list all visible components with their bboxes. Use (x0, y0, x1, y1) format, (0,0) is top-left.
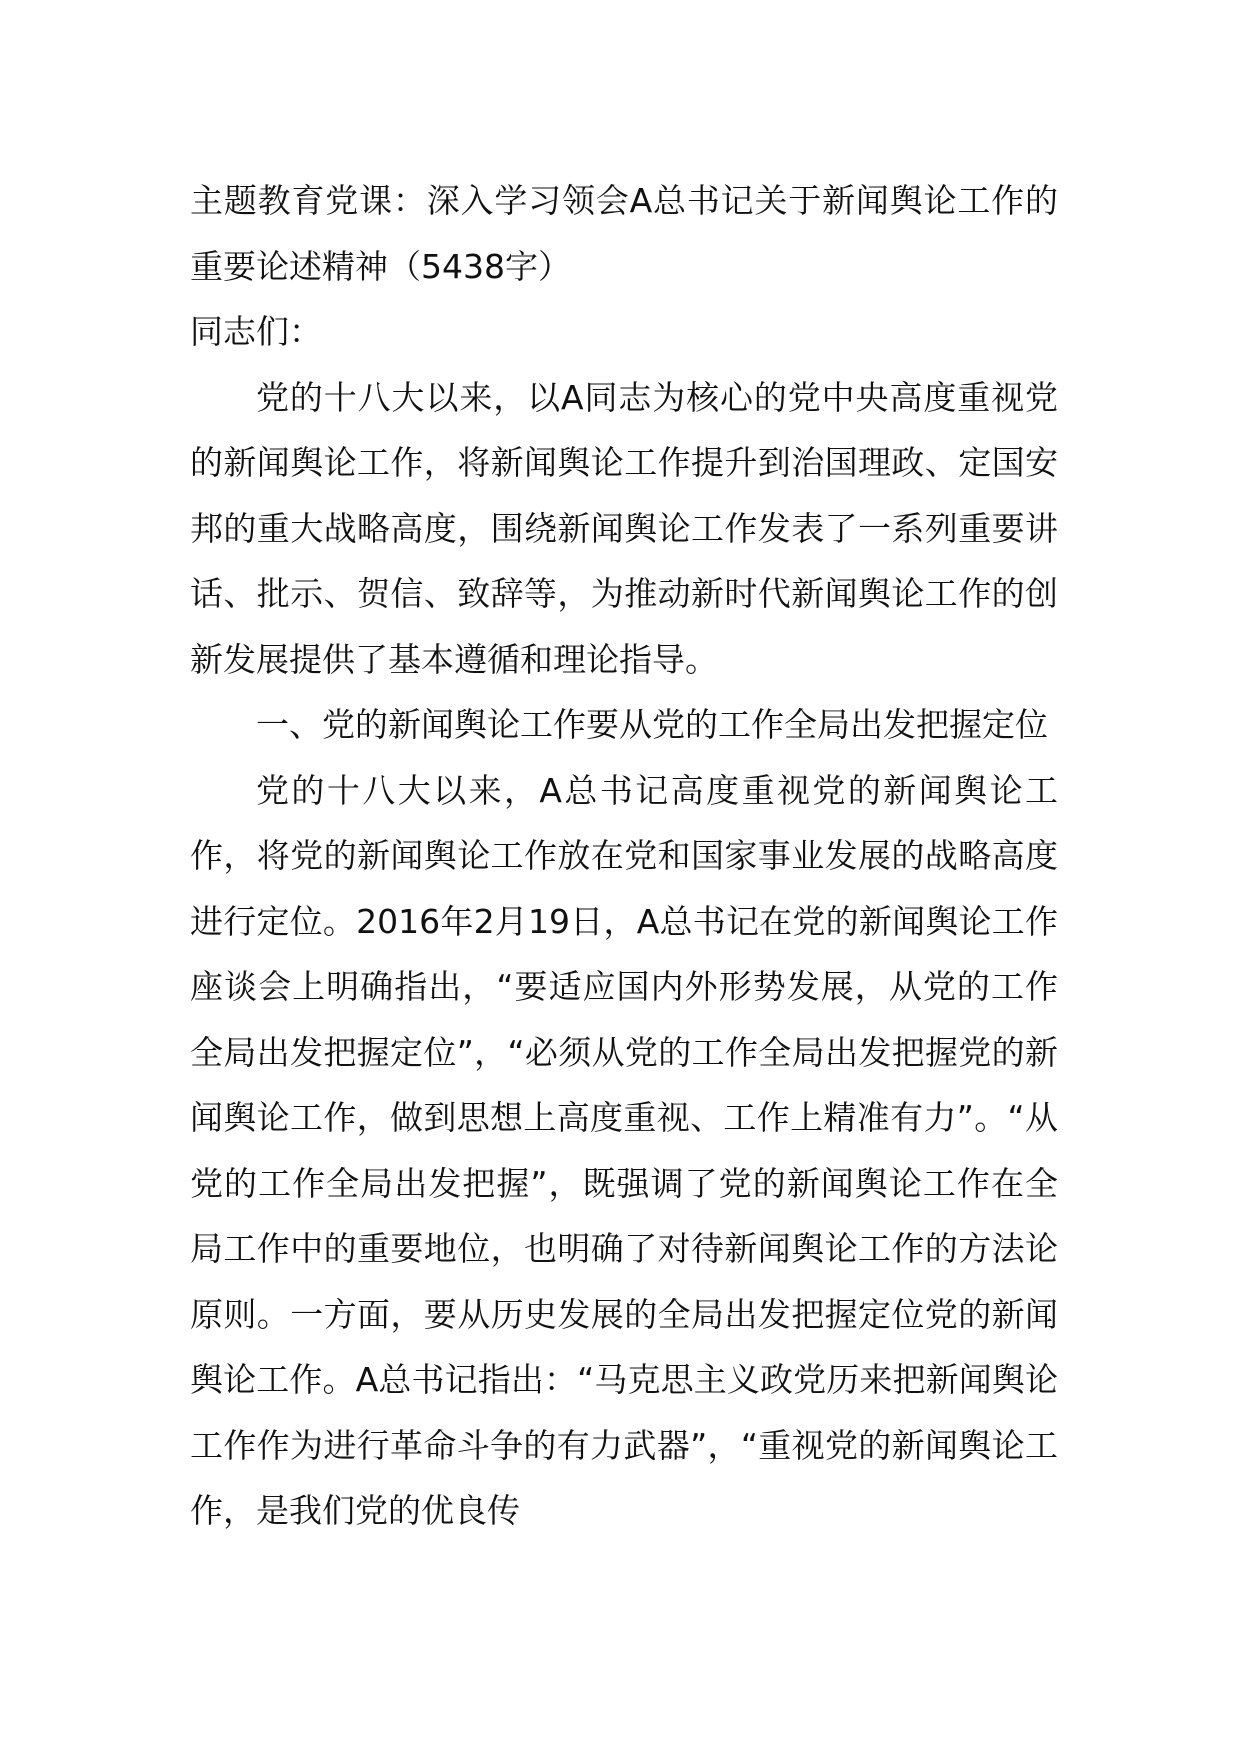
section-heading-1: 一、党的新闻舆论工作要从党的工作全局出发把握定位 (256, 705, 1048, 744)
document-title: 主题教育党课：深入学习领会A总书记关于新闻舆论工作的重要论述精神（5438字） (190, 181, 1058, 286)
salutation: 同志们： (190, 312, 322, 351)
paragraph-section-1: 党的十八大以来，A总书记高度重视党的新闻舆论工作，将党的新闻舆论工作放在党和国家事业发展的战略高度进行定位。2016年2月19日，A总书记在党的新闻舆论工作座谈会上明确指出，“要适应国内外形势发展，从党的工作全局出发把握定位”，“必须从党的工作全局出发把握党的新闻舆论工作，做到思想上高度重视、工作上精准有力”。“从党的工作全局出发把握”，既强调了党的新闻舆论工作在全局工作中的重要地位，也明确了对待新闻舆论工作的方法论原则。一方面，要从历史发展的全局出发把握定位党的新闻舆论工作。A总书记指出：“马克思主义政党历来把新闻舆论工作作为进行革命斗争的有力武器”，“重视党的新闻舆论工作，是我们党的优良传 (190, 770, 1058, 1530)
paragraph-intro: 党的十八大以来，以A同志为核心的党中央高度重视党的新闻舆论工作，将新闻舆论工作提升到治国理政、定国安邦的重大战略高度，围绕新闻舆论工作发表了一系列重要讲话、批示、贺信、致辞等，为推动新时代新闻舆论工作的创新发展提供了基本遵循和理论指导。 (190, 377, 1058, 679)
document-body (190, 168, 1058, 1544)
